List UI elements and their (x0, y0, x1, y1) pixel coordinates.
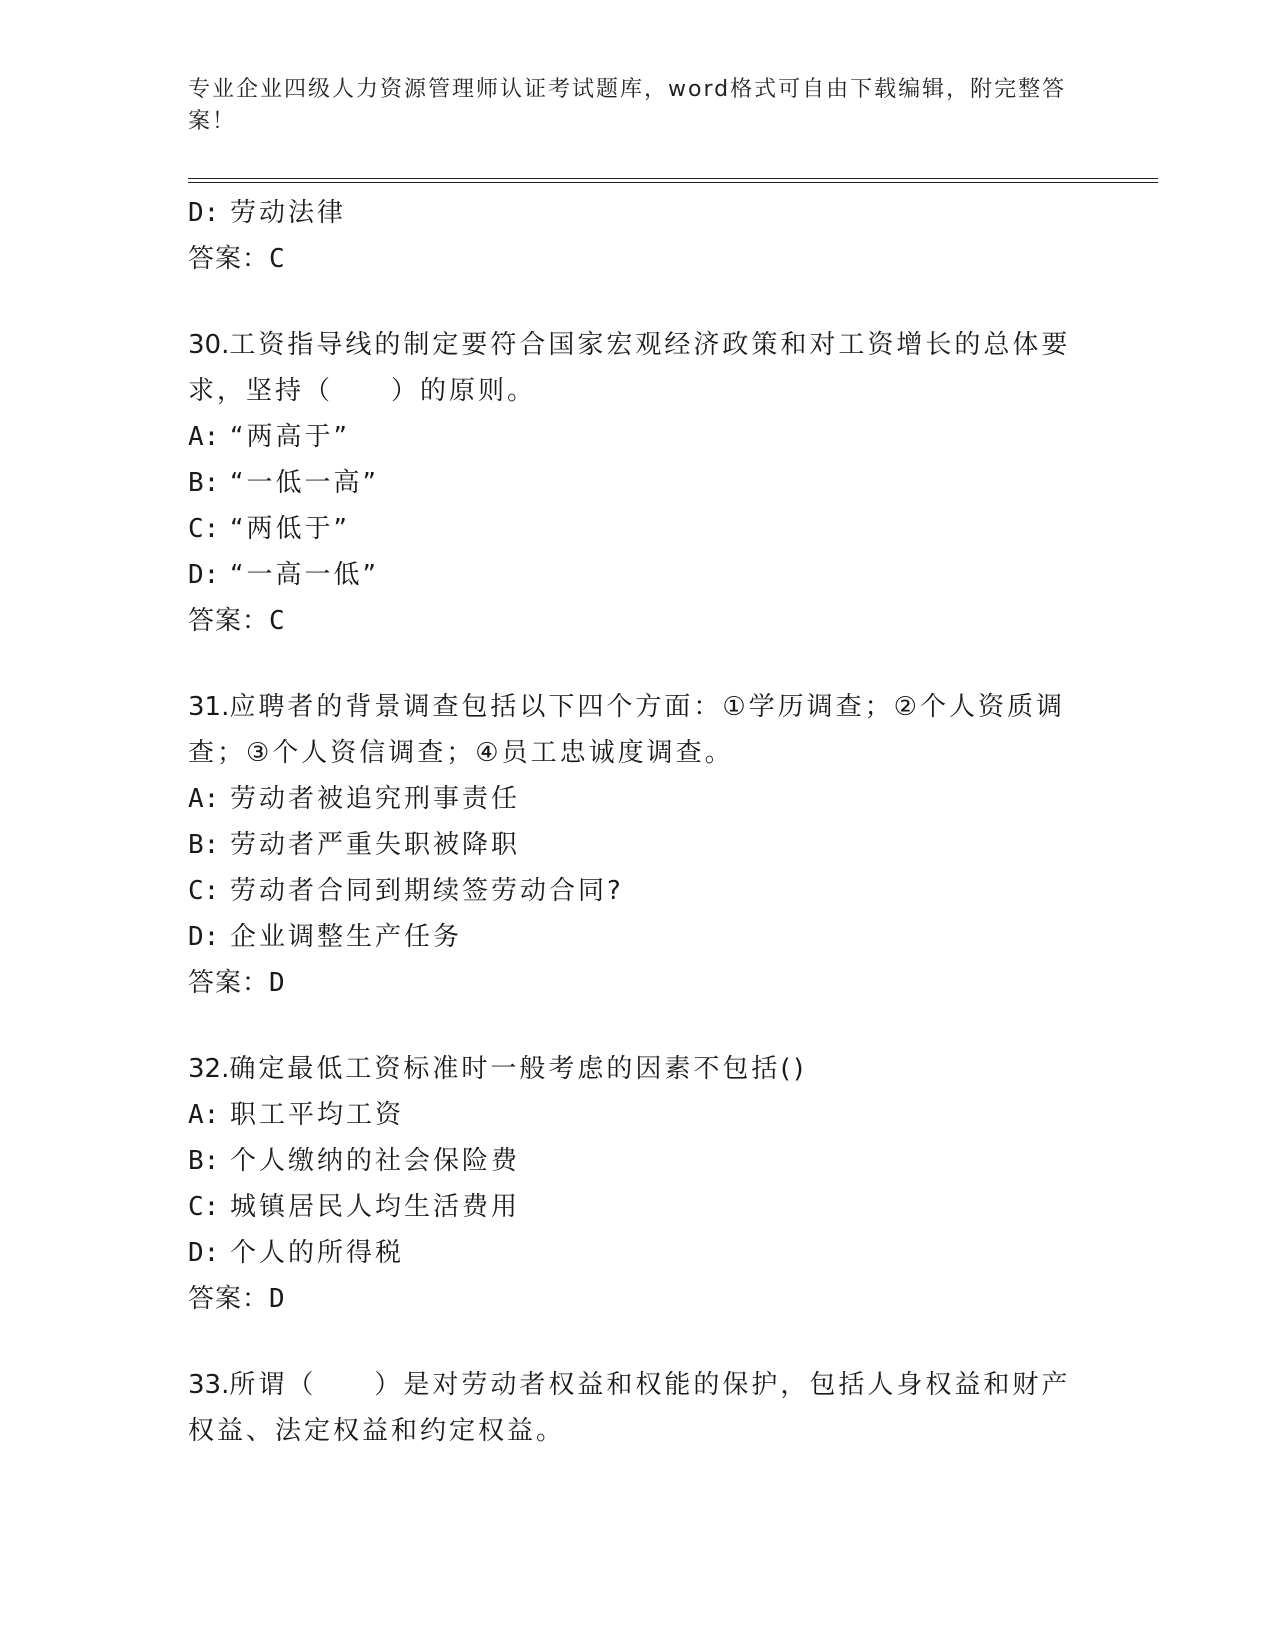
answer-label: 答案： (188, 606, 270, 636)
header-double-rule (188, 178, 1158, 183)
option-text: “一低一高” (230, 468, 379, 498)
option-key: C: (188, 1192, 220, 1222)
option-b (188, 1138, 1088, 1184)
answer-label: 答案： (188, 244, 270, 274)
option-b (188, 822, 1088, 868)
question-stem-line1: 确定最低工资标准时一般考虑的因素不包括() (229, 1054, 807, 1084)
option-d (188, 552, 1088, 598)
carryover-answer (188, 236, 1088, 282)
question-stem (188, 322, 1088, 414)
option-text: 企业调整生产任务 (230, 922, 463, 952)
option-key: A: (188, 1100, 220, 1130)
question-stem-line1: 工资指导线的制定要符合国家宏观经济政策和对工资增长的总体要 (229, 330, 1071, 360)
carryover-option-d (188, 190, 1088, 236)
option-key: D: (188, 198, 220, 228)
question-answer (188, 598, 1088, 644)
question-number: 30. (188, 330, 230, 360)
question-32 (188, 1046, 1088, 1322)
option-c (188, 506, 1088, 552)
option-text: 劳动者严重失职被降职 (230, 830, 521, 860)
option-c (188, 868, 1088, 914)
page-header-text: 专业企业四级人力资源管理师认证考试题库，word格式可自由下载编辑，附完整答案！ (188, 77, 1067, 134)
answer-label: 答案： (188, 968, 270, 998)
option-key: D: (188, 1238, 220, 1268)
option-text: “两高于” (230, 422, 350, 452)
option-text: 个人的所得税 (230, 1238, 405, 1268)
question-number: 32. (188, 1054, 230, 1084)
question-stem-line2: 权益、法定权益和约定权益。 (188, 1416, 566, 1446)
question-stem (188, 684, 1088, 776)
option-a (188, 1092, 1088, 1138)
option-key: A: (188, 422, 220, 452)
option-text: 劳动者合同到期续签劳动合同? (230, 876, 624, 906)
option-text: 个人缴纳的社会保险费 (230, 1146, 521, 1176)
option-key: D: (188, 922, 220, 952)
option-a (188, 776, 1088, 822)
question-stem-line2: 查；③个人资信调查；④员工忠诚度调查。 (188, 738, 734, 768)
question-number: 31. (188, 692, 230, 722)
question-31 (188, 684, 1088, 1006)
question-33 (188, 1362, 1088, 1454)
question-number: 33. (188, 1370, 230, 1400)
document-body (188, 190, 1088, 1454)
option-text: “两低于” (230, 514, 350, 544)
question-stem-line2: 求，坚持（ ）的原则。 (188, 376, 537, 406)
answer-label: 答案： (188, 1284, 270, 1314)
question-answer (188, 1276, 1088, 1322)
question-30 (188, 322, 1088, 644)
question-stem (188, 1046, 1088, 1092)
option-d (188, 914, 1088, 960)
answer-value: D (269, 1284, 286, 1314)
option-key: B: (188, 1146, 220, 1176)
option-key: A: (188, 784, 220, 814)
option-d (188, 1230, 1088, 1276)
option-text: 劳动法律 (230, 198, 347, 228)
answer-value: C (269, 606, 286, 636)
question-answer (188, 960, 1088, 1006)
question-stem-line1: 应聘者的背景调查包括以下四个方面：①学历调查；②个人资质调 (229, 692, 1065, 722)
option-text: 劳动者被追究刑事责任 (230, 784, 521, 814)
question-stem-line1: 所谓（ ）是对劳动者权益和权能的保护，包括人身权益和财产 (229, 1370, 1071, 1400)
option-key: C: (188, 514, 220, 544)
answer-value: D (269, 968, 286, 998)
option-key: D: (188, 560, 220, 590)
option-b (188, 460, 1088, 506)
option-a (188, 414, 1088, 460)
answer-value: C (269, 244, 286, 274)
option-key: C: (188, 876, 220, 906)
option-key: B: (188, 830, 220, 860)
option-text: 职工平均工资 (230, 1100, 405, 1130)
option-text: “一高一低” (230, 560, 379, 590)
question-stem (188, 1362, 1088, 1454)
option-c (188, 1184, 1088, 1230)
option-key: B: (188, 468, 220, 498)
option-text: 城镇居民人均生活费用 (230, 1192, 521, 1222)
